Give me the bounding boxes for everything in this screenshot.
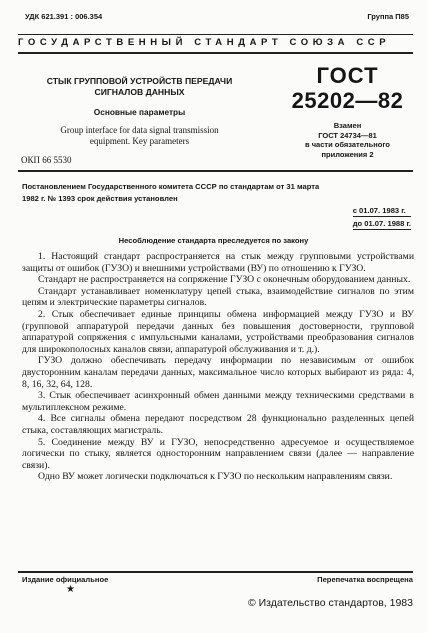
- decree-line-1: Постановлением Государственного комитета СССР по стандартам от 31 марта: [22, 182, 320, 191]
- date-to: до 01.07. 1988 г.: [352, 219, 411, 228]
- okp-code: ОКП 66 5530: [21, 155, 72, 165]
- official-edition-label: Издание официальное: [22, 575, 109, 584]
- standard-subtitle-ru: Основные параметры: [93, 107, 186, 117]
- copyright-notice: © Издательство стандартов, 1983: [247, 597, 413, 609]
- date-from: с 01.07. 1983 г.: [353, 205, 411, 217]
- star-icon: ★: [66, 584, 75, 595]
- gost-label: ГОСТ: [316, 63, 379, 88]
- udk-code: УДК 621.391 : 006.354: [25, 12, 103, 21]
- replaces-line-3: в части обязательного: [305, 140, 390, 149]
- replaces-line-2: ГОСТ 24734—81: [318, 130, 377, 140]
- replaces-line-1: Взамен: [333, 121, 362, 130]
- title-en-line-2: equipment. Key parameters: [89, 136, 190, 146]
- replaces-note: [285, 121, 410, 159]
- decree-text: [22, 181, 414, 204]
- standard-title-en: [22, 125, 257, 147]
- title-line-2: СИГНАЛОВ ДАННЫХ: [94, 87, 185, 97]
- group-code: Группа П85: [367, 12, 409, 21]
- heading-rule: [18, 52, 413, 54]
- paragraph: Стандарт не распространяется на сопряжение ГУЗО с оконечным оборудованием данных.: [38, 274, 411, 286]
- legal-warning: Несоблюдение стандарта преследуется по закону: [118, 236, 309, 245]
- replaces-line-4: приложения 2: [321, 149, 374, 159]
- title-block-rule: [18, 170, 413, 172]
- standard-title-ru: [22, 76, 257, 98]
- paragraph: 5. Соединение между ВУ и ГУЗО, непосредственно адресуемое и осуществляемое логически по стыку, является односторонним направлением связи (далее — направление связи).: [22, 436, 414, 471]
- paragraph: 1. Настоящий стандарт распространяется на стык между групповыми устройствами защиты от ошибок (ГУЗО) и внешними устройствами (ВУ) по отношению к ГУЗО.: [22, 251, 414, 274]
- decree-line-2: 1982 г. № 1393 срок действия установлен: [22, 193, 178, 203]
- paragraph: Стандарт устанавливает номенклатуру цепей стыка, взаимодействие сигналов по этим цепям и электрические параметры сигналов.: [22, 285, 414, 309]
- state-standard-heading: ГОСУДАРСТВЕННЫЙ СТАНДАРТ СОЮЗА ССР: [18, 37, 391, 48]
- paragraph: 4. Все сигналы обмена передают посредством 28 функционально разделенных цепей стыка, составляющих магистраль.: [22, 413, 414, 436]
- title-en-line-1: Group interface for data signal transmission: [60, 125, 219, 135]
- paragraph: Одно ВУ может логически подключаться к ГУЗО по нескольким направлениям связи.: [38, 471, 393, 483]
- paragraph: 3. Стык обеспечивает асинхронный обмен данными между техническими средствами в мультиплексном режиме.: [22, 390, 414, 413]
- gost-number: 25202—82: [291, 88, 404, 113]
- paragraph: 2. Стык обеспечивает единые принципы обмена информацией между ГУЗО и ВУ (групповой аппаратурой передачи данных без повышения достоверности, групповой аппаратурой сопряжения с импульсными каналами, устройствами преобразования сигналов для широкополосных каналов связи, аппаратурой обслуживания и т. д.).: [22, 308, 414, 355]
- title-line-1: СТЫК ГРУППОВОЙ УСТРОЙСТВ ПЕРЕДАЧИ: [46, 76, 233, 86]
- reprint-prohibited-label: Перепечатка воспрещена: [317, 575, 413, 584]
- validity-dates: [353, 205, 411, 231]
- footer-rule: [18, 571, 413, 573]
- paragraph: ГУЗО должно обеспечивать передачу информации по независимым от ошибок двусторонним каналам передачи данных, максимальное число которых выбирают из ряда: 4, 8, 16, 32, 64, 128.: [22, 355, 414, 390]
- top-rule: [18, 34, 413, 35]
- standard-body: [22, 251, 414, 483]
